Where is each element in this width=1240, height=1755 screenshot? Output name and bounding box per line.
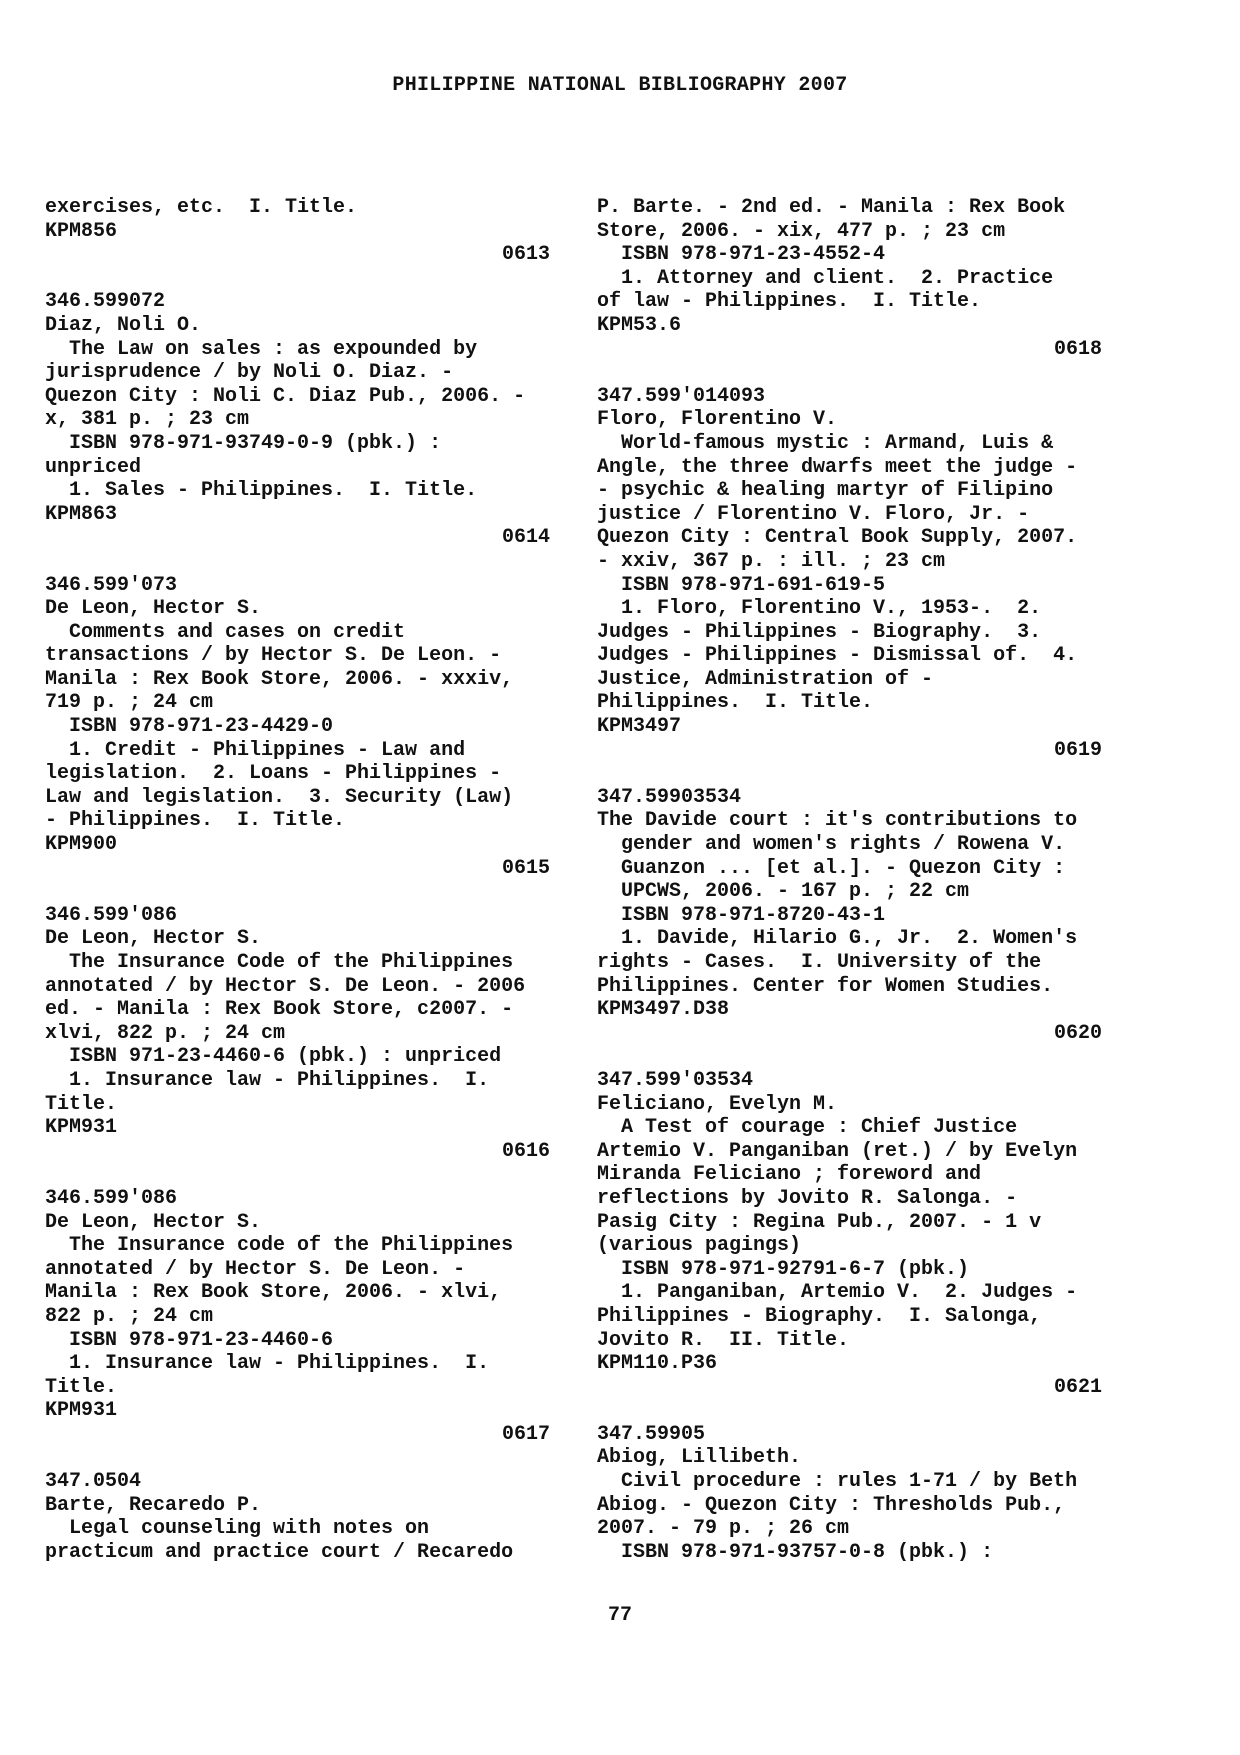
entry-line: practicum and practice court / Recaredo [45,1540,514,1564]
record-number: 0618 [1053,337,1102,361]
entry-line: 822 p. ; 24 cm [45,1304,214,1328]
entry-line: annotated / by Hector S. De Leon. - 2006 [45,974,526,998]
entry-line: ISBN 978-971-93749-0-9 (pbk.) : [45,431,442,455]
entry-line: Legal counseling with notes on [45,1517,430,1541]
entry-line: annotated / by Hector S. De Leon. - [45,1257,466,1281]
entry-line: The Insurance code of the Philippines [45,1234,514,1258]
entry-line: 1. Floro, Florentino V., 1953-. 2. [597,597,1042,621]
entry-line: KPM931 [45,1399,118,1423]
entry-line: Diaz, Noli O. [45,313,202,337]
blank-line [45,1163,550,1187]
blank-line [45,267,550,291]
entry-line: 1. Davide, Hilario G., Jr. 2. Women's [597,927,1078,951]
record-number: 0613 [501,243,550,267]
entry-line: Justice, Administration of - [597,667,934,691]
blank-line [597,762,1102,786]
entry-line: Quezon City : Noli C. Diaz Pub., 2006. - [45,384,526,408]
entry-line: Manila : Rex Book Store, 2006. - xlvi, [45,1281,502,1305]
entry-line: Title. [45,1375,118,1399]
entry-line: 1. Attorney and client. 2. Practice [597,266,1054,290]
entry-line: Jovito R. II. Title. [597,1328,850,1352]
entry-line: gender and women's rights / Rowena V. [597,833,1066,857]
entry-line: ISBN 978-971-23-4552-4 [597,243,886,267]
entry-line: Artemio V. Panganiban (ret.) / by Evelyn [597,1139,1078,1163]
entry-line: Feliciano, Evelyn M. [597,1092,838,1116]
entry-line: 347.59903534 [597,785,742,809]
entry-line: Pasig City : Regina Pub., 2007. - 1 v [597,1210,1042,1234]
entry-line: unpriced [45,455,142,479]
entry-line: Abiog, Lillibeth. [597,1446,802,1470]
entry-line: Philippines. I. Title. [597,691,874,715]
entry-line: Guanzon ... [et al.]. - Quezon City : [597,856,1066,880]
entry-line: Abiog. - Quezon City : Thresholds Pub., [597,1493,1066,1517]
entry-line: rights - Cases. I. University of the [597,951,1042,974]
entry-line: De Leon, Hector S. [45,927,262,951]
entry-line: 346.599'073 [45,573,178,597]
entry-line: 1. Panganiban, Artemio V. 2. Judges - [597,1281,1078,1305]
left-column [45,196,550,1564]
entry-line: ISBN 978-971-691-619-5 [597,573,886,597]
entry-line: 1. Insurance law - Philippines. I. [45,1068,490,1092]
entry-line: KPM110.P36 [597,1352,718,1376]
entry-line: Miranda Feliciano ; foreword and [597,1163,982,1187]
entry-line: 346.599'086 [45,903,178,927]
blank-line [597,361,1102,385]
entry-line: of law - Philippines. I. Title. [597,290,982,314]
blank-line [45,880,550,904]
entry-line: Title. [45,1092,118,1116]
entry-line: xlvi, 822 p. ; 24 cm [45,1021,286,1045]
entry-line: Philippines. Center for Women Studies. [597,974,1054,998]
page-header-title: PHILIPPINE NATIONAL BIBLIOGRAPHY 2007 [392,74,848,97]
entry-line: 1. Insurance law - Philippines. I. [45,1352,490,1376]
entry-line: 347.59905 [597,1422,706,1446]
entry-line: KPM856 [45,219,118,243]
entry-line: 347.599'03534 [597,1068,754,1092]
entry-line: Barte, Recaredo P. [45,1493,262,1517]
entry-line: 2007. - 79 p. ; 26 cm [597,1517,850,1541]
entry-line: Angle, the three dwarfs meet the judge - [597,455,1078,479]
page-number: 77 [607,1604,632,1627]
entry-line: ISBN 978-971-93757-0-8 (pbk.) : [597,1540,994,1564]
entry-line: De Leon, Hector S. [45,597,262,621]
blank-line [45,1446,550,1470]
entry-line: (various pagings) [597,1234,802,1258]
entry-line: 347.599'014093 [597,384,766,408]
entry-line: Quezon City : Central Book Supply, 2007. [597,526,1078,550]
entry-line: 719 p. ; 24 cm [45,691,214,715]
entry-line: The Insurance Code of the Philippines [45,951,514,974]
entry-line: KPM3497.D38 [597,998,730,1022]
entry-line: ISBN 978-971-92791-6-7 (pbk.) [597,1257,970,1281]
record-number: 0620 [1053,1021,1102,1045]
entry-line: justice / Florentino V. Floro, Jr. - [597,502,1030,526]
entry-line: A Test of courage : Chief Justice [597,1116,1018,1140]
record-number: 0614 [501,526,550,550]
entry-line: The Davide court : it's contributions to [597,809,1078,833]
entry-line: reflections by Jovito R. Salonga. - [597,1186,1018,1210]
entry-line: exercises, etc. I. Title. [45,196,358,219]
entry-line: Law and legislation. 3. Security (Law) [45,785,514,809]
entry-line: 347.0504 [45,1470,142,1494]
entry-line: Civil procedure : rules 1-71 / by Beth [597,1470,1078,1494]
entry-line: The Law on sales : as expounded by [45,337,478,361]
blank-line [597,1399,1102,1423]
entry-line: World-famous mystic : Armand, Luis & [597,431,1054,455]
entry-line: Store, 2006. - xix, 477 p. ; 23 cm [597,219,1006,243]
record-number: 0615 [501,856,550,880]
entry-line: KPM900 [45,833,118,857]
entry-line: KPM931 [45,1116,118,1140]
entry-line: Judges - Philippines - Dismissal of. 4. [597,644,1078,668]
entry-line: UPCWS, 2006. - 167 p. ; 22 cm [597,880,970,904]
entry-line: P. Barte. - 2nd ed. - Manila : Rex Book [597,196,1066,219]
entry-line: Floro, Florentino V. [597,408,838,432]
entry-line: x, 381 p. ; 23 cm [45,408,250,432]
entry-line: transactions / by Hector S. De Leon. - [45,644,502,668]
record-number: 0619 [1053,738,1102,762]
entry-line: ISBN 978-971-23-4460-6 [45,1328,334,1352]
blank-line [597,1045,1102,1069]
entry-line: 1. Credit - Philippines - Law and [45,738,466,762]
record-number: 0617 [501,1422,550,1446]
entry-line: Manila : Rex Book Store, 2006. - xxxiv, [45,667,514,691]
entry-line: KPM3497 [597,715,682,739]
entry-line: legislation. 2. Loans - Philippines - [45,762,502,786]
entry-line: KPM863 [45,502,118,526]
entry-line: Philippines - Biography. I. Salonga, [597,1304,1042,1328]
right-column [597,196,1102,1564]
entry-line: ISBN 971-23-4460-6 (pbk.) : unpriced [45,1045,502,1069]
entry-line: De Leon, Hector S. [45,1210,262,1234]
entry-line: 346.599'086 [45,1186,178,1210]
entry-line: - psychic & healing martyr of Filipino [597,479,1054,503]
entry-line: 1. Sales - Philippines. I. Title. [45,479,478,503]
entry-line: ISBN 978-971-23-4429-0 [45,715,334,739]
entry-line: - Philippines. I. Title. [45,809,346,833]
entry-line: ISBN 978-971-8720-43-1 [597,903,886,927]
entry-line: - xxiv, 367 p. : ill. ; 23 cm [597,549,946,573]
blank-line [45,550,550,574]
entry-line: jurisprudence / by Noli O. Diaz. - [45,361,454,385]
entry-line: Judges - Philippines - Biography. 3. [597,620,1042,644]
record-number: 0616 [501,1139,550,1163]
entry-line: ed. - Manila : Rex Book Store, c2007. - [45,998,514,1022]
entry-line: 346.599072 [45,290,166,314]
entry-line: Comments and cases on credit [45,620,406,644]
entry-line: KPM53.6 [597,313,682,337]
record-number: 0621 [1053,1375,1102,1399]
